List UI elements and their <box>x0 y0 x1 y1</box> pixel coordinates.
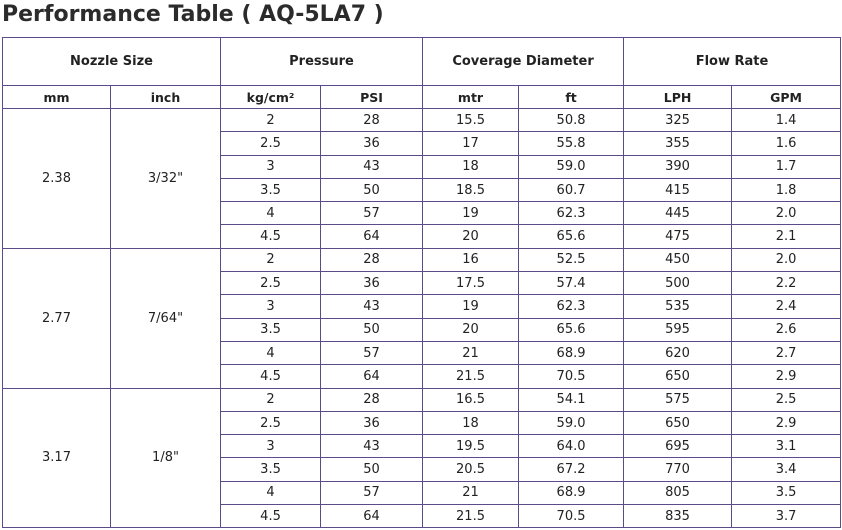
cell-nozzle-mm: 2.38 <box>3 109 111 249</box>
cell-gpm: 2.2 <box>732 272 841 295</box>
cell-gpm: 2.0 <box>732 202 841 225</box>
header-pressure: Pressure <box>221 38 423 86</box>
cell-lph: 695 <box>624 435 732 458</box>
cell-lph: 650 <box>624 365 732 388</box>
cell-mtr: 19.5 <box>423 435 519 458</box>
cell-lph: 620 <box>624 341 732 364</box>
cell-kg-cm2: 3.5 <box>221 178 321 201</box>
cell-nozzle-mm: 2.77 <box>3 248 111 388</box>
cell-gpm: 3.7 <box>732 505 841 528</box>
cell-psi: 57 <box>321 481 423 504</box>
cell-psi: 50 <box>321 318 423 341</box>
cell-psi: 43 <box>321 435 423 458</box>
table-row <box>3 248 841 271</box>
cell-mtr: 21 <box>423 481 519 504</box>
cell-lph: 475 <box>624 225 732 248</box>
cell-lph: 835 <box>624 505 732 528</box>
cell-lph: 450 <box>624 248 732 271</box>
cell-ft: 70.5 <box>519 505 624 528</box>
cell-nozzle-inch: 1/8" <box>111 388 221 528</box>
cell-kg-cm2: 4 <box>221 202 321 225</box>
cell-kg-cm2: 3 <box>221 155 321 178</box>
cell-lph: 325 <box>624 109 732 132</box>
cell-psi: 43 <box>321 295 423 318</box>
cell-psi: 36 <box>321 132 423 155</box>
cell-gpm: 2.5 <box>732 388 841 411</box>
cell-lph: 805 <box>624 481 732 504</box>
cell-ft: 62.3 <box>519 202 624 225</box>
cell-ft: 52.5 <box>519 248 624 271</box>
cell-kg-cm2: 3.5 <box>221 458 321 481</box>
cell-ft: 68.9 <box>519 481 624 504</box>
table-row <box>3 388 841 411</box>
unit-kg-cm2: kg/cm² <box>221 86 321 109</box>
cell-kg-cm2: 4.5 <box>221 505 321 528</box>
cell-kg-cm2: 2.5 <box>221 132 321 155</box>
cell-ft: 60.7 <box>519 178 624 201</box>
cell-mtr: 21.5 <box>423 365 519 388</box>
cell-psi: 64 <box>321 365 423 388</box>
cell-gpm: 3.4 <box>732 458 841 481</box>
header-flow-rate: Flow Rate <box>624 38 841 86</box>
cell-gpm: 2.4 <box>732 295 841 318</box>
cell-ft: 70.5 <box>519 365 624 388</box>
unit-mtr: mtr <box>423 86 519 109</box>
cell-lph: 575 <box>624 388 732 411</box>
cell-kg-cm2: 4 <box>221 341 321 364</box>
cell-nozzle-inch: 3/32" <box>111 109 221 249</box>
cell-nozzle-inch: 7/64" <box>111 248 221 388</box>
cell-lph: 500 <box>624 272 732 295</box>
page-title: Performance Table ( AQ-5LA7 ) <box>2 2 384 27</box>
cell-mtr: 18 <box>423 411 519 434</box>
cell-mtr: 21.5 <box>423 505 519 528</box>
cell-gpm: 2.0 <box>732 248 841 271</box>
cell-ft: 64.0 <box>519 435 624 458</box>
unit-ft: ft <box>519 86 624 109</box>
cell-psi: 28 <box>321 388 423 411</box>
cell-gpm: 1.4 <box>732 109 841 132</box>
cell-kg-cm2: 3 <box>221 295 321 318</box>
table-body <box>3 109 841 528</box>
cell-ft: 62.3 <box>519 295 624 318</box>
cell-mtr: 16 <box>423 248 519 271</box>
cell-psi: 43 <box>321 155 423 178</box>
cell-ft: 55.8 <box>519 132 624 155</box>
cell-psi: 28 <box>321 109 423 132</box>
cell-mtr: 15.5 <box>423 109 519 132</box>
cell-psi: 36 <box>321 411 423 434</box>
cell-psi: 28 <box>321 248 423 271</box>
cell-gpm: 1.8 <box>732 178 841 201</box>
cell-lph: 535 <box>624 295 732 318</box>
cell-lph: 595 <box>624 318 732 341</box>
unit-psi: PSI <box>321 86 423 109</box>
header-coverage-diameter: Coverage Diameter <box>423 38 624 86</box>
cell-lph: 650 <box>624 411 732 434</box>
cell-mtr: 17.5 <box>423 272 519 295</box>
cell-lph: 770 <box>624 458 732 481</box>
cell-lph: 415 <box>624 178 732 201</box>
cell-gpm: 3.5 <box>732 481 841 504</box>
cell-ft: 54.1 <box>519 388 624 411</box>
cell-ft: 50.8 <box>519 109 624 132</box>
cell-psi: 64 <box>321 225 423 248</box>
cell-ft: 65.6 <box>519 318 624 341</box>
cell-psi: 36 <box>321 272 423 295</box>
cell-kg-cm2: 4.5 <box>221 365 321 388</box>
cell-gpm: 1.7 <box>732 155 841 178</box>
cell-mtr: 17 <box>423 132 519 155</box>
unit-mm: mm <box>3 86 111 109</box>
cell-gpm: 2.1 <box>732 225 841 248</box>
cell-mtr: 19 <box>423 202 519 225</box>
cell-kg-cm2: 2 <box>221 388 321 411</box>
cell-mtr: 16.5 <box>423 388 519 411</box>
cell-mtr: 19 <box>423 295 519 318</box>
cell-mtr: 18.5 <box>423 178 519 201</box>
cell-gpm: 1.6 <box>732 132 841 155</box>
cell-kg-cm2: 4 <box>221 481 321 504</box>
cell-mtr: 20 <box>423 318 519 341</box>
cell-psi: 50 <box>321 178 423 201</box>
cell-ft: 59.0 <box>519 411 624 434</box>
header-nozzle-size: Nozzle Size <box>3 38 221 86</box>
cell-ft: 65.6 <box>519 225 624 248</box>
cell-nozzle-mm: 3.17 <box>3 388 111 528</box>
cell-gpm: 2.7 <box>732 341 841 364</box>
cell-kg-cm2: 2 <box>221 109 321 132</box>
cell-gpm: 3.1 <box>732 435 841 458</box>
cell-mtr: 20 <box>423 225 519 248</box>
cell-psi: 64 <box>321 505 423 528</box>
cell-psi: 50 <box>321 458 423 481</box>
cell-lph: 390 <box>624 155 732 178</box>
cell-gpm: 2.9 <box>732 365 841 388</box>
cell-gpm: 2.6 <box>732 318 841 341</box>
cell-kg-cm2: 3 <box>221 435 321 458</box>
cell-ft: 68.9 <box>519 341 624 364</box>
cell-kg-cm2: 3.5 <box>221 318 321 341</box>
cell-lph: 355 <box>624 132 732 155</box>
unit-header-row <box>3 86 841 109</box>
cell-ft: 57.4 <box>519 272 624 295</box>
cell-kg-cm2: 2 <box>221 248 321 271</box>
cell-kg-cm2: 4.5 <box>221 225 321 248</box>
cell-mtr: 18 <box>423 155 519 178</box>
group-header-row <box>3 38 841 86</box>
cell-mtr: 20.5 <box>423 458 519 481</box>
cell-kg-cm2: 2.5 <box>221 411 321 434</box>
performance-table <box>2 37 841 528</box>
table-row <box>3 109 841 132</box>
cell-mtr: 21 <box>423 341 519 364</box>
cell-psi: 57 <box>321 202 423 225</box>
cell-lph: 445 <box>624 202 732 225</box>
cell-kg-cm2: 2.5 <box>221 272 321 295</box>
unit-gpm: GPM <box>732 86 841 109</box>
cell-ft: 67.2 <box>519 458 624 481</box>
unit-lph: LPH <box>624 86 732 109</box>
unit-inch: inch <box>111 86 221 109</box>
cell-ft: 59.0 <box>519 155 624 178</box>
cell-psi: 57 <box>321 341 423 364</box>
cell-gpm: 2.9 <box>732 411 841 434</box>
